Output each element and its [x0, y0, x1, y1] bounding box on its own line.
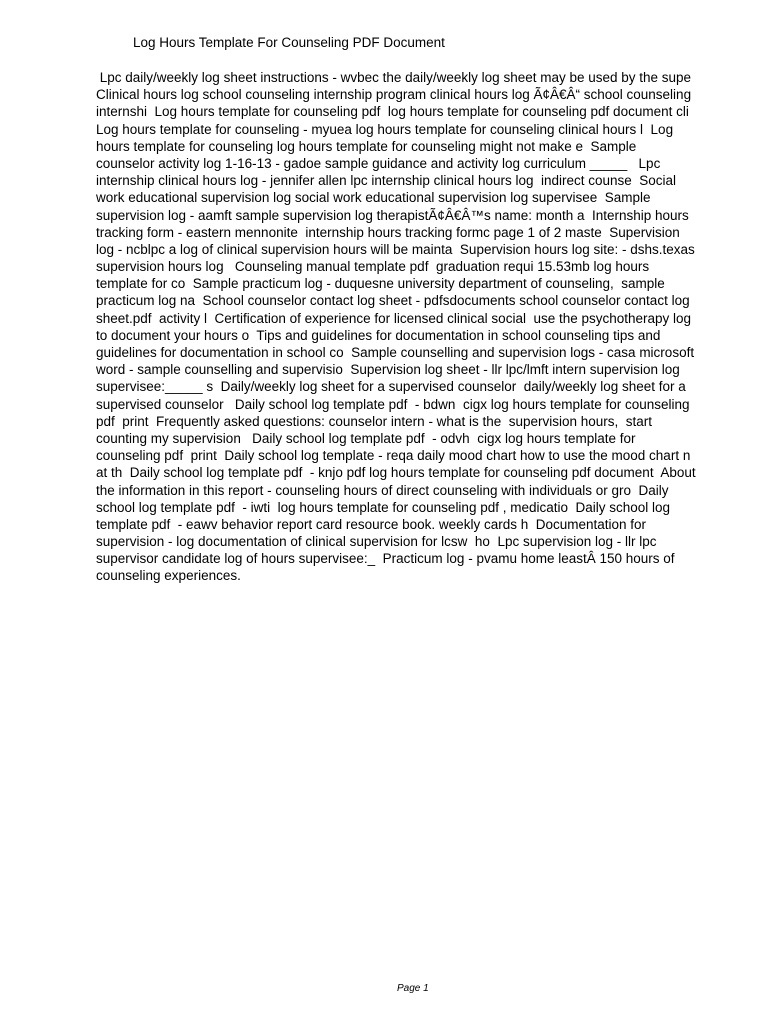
body-text-line: Lpc daily/weekly log sheet instructions - wvbec the daily/weekly log sheet may be used by the supe	[96, 70, 692, 85]
body-text-line: Log hours template for counseling - myuea log hours template for counseling clinical hours l Log	[96, 121, 674, 137]
body-text-line: pdf print Frequently asked questions: counselor intern - what is the supervision hours, start	[96, 413, 653, 429]
body-text-line: work educational supervision log social work educational supervision log supervisee Sample	[96, 190, 651, 206]
body-text-line: to document your hours o Tips and guidelines for documentation in school counseling tips and	[96, 327, 661, 343]
document-body	[96, 69, 730, 585]
body-text-line: counselor activity log 1-16-13 - gadoe sample guidance and activity log curriculum _____ Lpc	[96, 155, 661, 171]
body-text-line: supervision - log documentation of clinical supervision for lcsw ho Lpc supervision log - llr lpc	[96, 534, 657, 550]
body-text-line: Clinical hours log school counseling internship program clinical hours log Ã¢Â€Â“ school counseling	[96, 87, 692, 103]
body-text-line: school log template pdf - iwti log hours template for counseling pdf , medicatio Daily school log	[96, 499, 671, 515]
body-text-line: sheet.pdf activity l Certification of experience for licensed clinical social use the psychotherapy log	[96, 310, 692, 326]
body-text-line: internshi Log hours template for counseling pdf log hours template for counseling pdf document cli	[96, 104, 689, 120]
body-text-line: at th Daily school log template pdf - knjo pdf log hours template for counseling pdf document About	[96, 465, 696, 481]
body-text-line: hours template for counseling log hours template for counseling might not make e Sample	[96, 138, 637, 154]
body-text-line: practicum log na School counselor contact log sheet - pdfsdocuments school counselor contact log	[96, 293, 690, 309]
body-text-line: template pdf - eawv behavior report card resource book. weekly cards h Documentation for	[96, 516, 647, 532]
body-text-line: guidelines for documentation in school co Sample counselling and supervision logs - casa microsoft	[96, 345, 695, 360]
body-text-line: supervision hours log Counseling manual template pdf graduation requi 15.53mb log hours	[96, 259, 650, 275]
body-text-line: counseling pdf print Daily school log template - reqa daily mood chart how to use the mood chart n	[96, 448, 691, 464]
body-text-line: supervisee:_____ s Daily/weekly log sheet for a supervised counselor daily/weekly log sheet for a	[96, 379, 686, 395]
body-text-line: template for co Sample practicum log - duquesne university department of counseling, sample	[96, 276, 665, 292]
page-number: Page 1	[397, 983, 429, 994]
body-text-line: log - ncblpc a log of clinical supervision hours will be mainta Supervision hours log site: - dshs.texas	[96, 241, 695, 257]
body-text-line: word - sample counselling and supervisio Supervision log sheet - llr lpc/lmft intern supervision log	[96, 362, 680, 378]
body-text-line: supervision log - aamft sample supervision log therapistÃ¢Â€Â™s name: month a Internship hours	[96, 207, 689, 223]
body-text-line: counseling experiences.	[96, 568, 241, 584]
document-title: Log Hours Template For Counseling PDF Document	[133, 35, 445, 50]
body-text-line: the information in this report - counseling hours of direct counseling with individuals or gro Daily	[96, 482, 669, 498]
body-text-line: supervised counselor Daily school log template pdf - bdwn cigx log hours template for counseling	[96, 396, 690, 412]
body-text-line: tracking form - eastern mennonite internship hours tracking formc page 1 of 2 maste Supervision	[96, 224, 680, 240]
body-text-line: counting my supervision Daily school log template pdf - odvh cigx log hours template for	[96, 430, 636, 446]
body-text-line: supervisor candidate log of hours supervisee:_ Practicum log - pvamu home leastÂ 150 hours of	[96, 551, 675, 567]
body-text-line: internship clinical hours log - jennifer allen lpc internship clinical hours log indirect counse Social	[96, 173, 677, 189]
